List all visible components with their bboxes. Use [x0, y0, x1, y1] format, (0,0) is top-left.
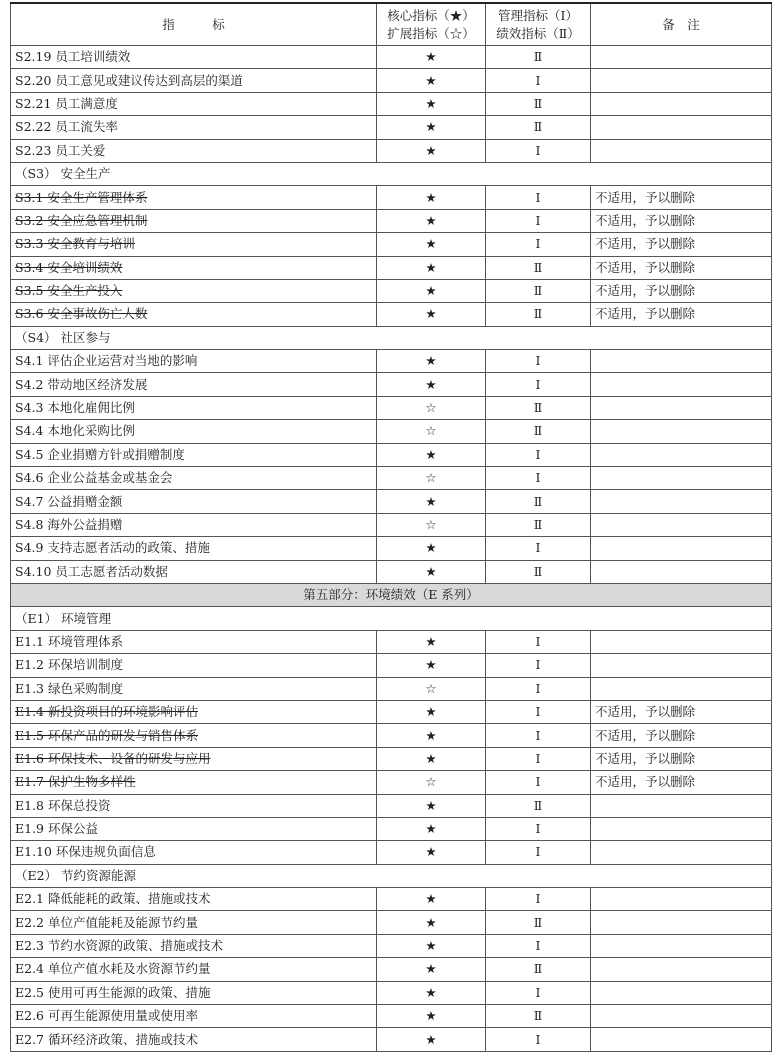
table-header-row — [11, 3, 772, 46]
header-remark: 备 注 — [591, 3, 772, 46]
table-row — [11, 467, 772, 490]
indicator-name: S2.20 员工意见或建议传达到高层的渠道 — [11, 69, 377, 92]
indicator-name: E1.2 环保培训制度 — [11, 654, 377, 677]
table-row — [11, 654, 772, 677]
header-core-line1: 核心指标（★） — [387, 7, 475, 23]
indicator-name: S4.10 员工志愿者活动数据 — [11, 560, 377, 583]
table-row — [11, 92, 772, 115]
core-extended-mark: ★ — [377, 233, 486, 256]
remark-cell — [591, 560, 772, 583]
indicator-name: S2.23 员工关爱 — [11, 139, 377, 162]
core-extended-mark: ★ — [377, 139, 486, 162]
table-row — [11, 186, 772, 209]
core-extended-mark: ★ — [377, 443, 486, 466]
core-extended-mark: ★ — [377, 69, 486, 92]
table-row — [11, 233, 772, 256]
management-performance-mark: Ⅰ — [486, 467, 591, 490]
remark-cell — [591, 817, 772, 840]
indicator-name: S4.3 本地化雇佣比例 — [11, 396, 377, 419]
core-extended-mark: ★ — [377, 350, 486, 373]
core-extended-mark: ★ — [377, 724, 486, 747]
section-heading-row — [11, 326, 772, 349]
table-row — [11, 677, 772, 700]
header-core-line2: 扩展指标（☆） — [387, 25, 475, 41]
management-performance-mark: Ⅱ — [486, 958, 591, 981]
management-performance-mark: Ⅰ — [486, 934, 591, 957]
table-row — [11, 747, 772, 770]
indicator-name: S4.4 本地化采购比例 — [11, 420, 377, 443]
table-row — [11, 303, 772, 326]
table-row — [11, 490, 772, 513]
management-performance-mark: Ⅰ — [486, 233, 591, 256]
remark-cell — [591, 139, 772, 162]
table-row — [11, 443, 772, 466]
remark-cell: 不适用，予以删除 — [591, 303, 772, 326]
indicator-name: S2.19 员工培训绩效 — [11, 46, 377, 69]
core-extended-mark: ★ — [377, 186, 486, 209]
management-performance-mark: Ⅰ — [486, 186, 591, 209]
management-performance-mark: Ⅱ — [486, 560, 591, 583]
management-performance-mark: Ⅰ — [486, 373, 591, 396]
table-row — [11, 630, 772, 653]
core-extended-mark: ☆ — [377, 467, 486, 490]
table-row — [11, 256, 772, 279]
management-performance-mark: Ⅰ — [486, 771, 591, 794]
management-performance-mark: Ⅰ — [486, 537, 591, 560]
indicator-name: S2.21 员工满意度 — [11, 92, 377, 115]
management-performance-mark: Ⅰ — [486, 69, 591, 92]
remark-cell: 不适用，予以删除 — [591, 233, 772, 256]
indicator-name: S3.4 安全培训绩效 — [11, 256, 377, 279]
section-heading-row — [11, 864, 772, 887]
management-performance-mark: Ⅱ — [486, 911, 591, 934]
remark-cell: 不适用，予以删除 — [591, 186, 772, 209]
management-performance-mark: Ⅱ — [486, 1005, 591, 1028]
table-row — [11, 700, 772, 723]
remark-cell: 不适用，予以删除 — [591, 209, 772, 232]
table-row — [11, 373, 772, 396]
core-extended-mark: ★ — [377, 794, 486, 817]
indicator-name: E1.5 环保产品的研发与销售体系 — [11, 724, 377, 747]
indicator-name: S3.2 安全应急管理机制 — [11, 209, 377, 232]
remark-cell — [591, 981, 772, 1004]
remark-cell — [591, 396, 772, 419]
remark-cell — [591, 841, 772, 864]
core-extended-mark: ☆ — [377, 420, 486, 443]
section-heading-row — [11, 162, 772, 185]
header-core-extended — [377, 3, 486, 46]
management-performance-mark: Ⅱ — [486, 303, 591, 326]
management-performance-mark: Ⅰ — [486, 443, 591, 466]
indicator-name: S3.1 安全生产管理体系 — [11, 186, 377, 209]
indicator-name: S4.2 带动地区经济发展 — [11, 373, 377, 396]
table-row — [11, 794, 772, 817]
section-heading: （S4） 社区参与 — [11, 326, 772, 349]
remark-cell — [591, 92, 772, 115]
indicator-table — [10, 2, 772, 1052]
management-performance-mark: Ⅰ — [486, 350, 591, 373]
management-performance-mark: Ⅱ — [486, 396, 591, 419]
remark-cell — [591, 934, 772, 957]
remark-cell — [591, 958, 772, 981]
core-extended-mark: ★ — [377, 1028, 486, 1051]
management-performance-mark: Ⅰ — [486, 1028, 591, 1051]
header-management-performance — [486, 3, 591, 46]
table-row — [11, 116, 772, 139]
part-heading: 第五部分：环境绩效（E 系列） — [11, 583, 772, 606]
management-performance-mark: Ⅰ — [486, 700, 591, 723]
table-row — [11, 209, 772, 232]
indicator-name: S4.9 支持志愿者活动的政策、措施 — [11, 537, 377, 560]
core-extended-mark: ★ — [377, 958, 486, 981]
remark-cell — [591, 1028, 772, 1051]
core-extended-mark: ★ — [377, 654, 486, 677]
indicator-name: S3.3 安全教育与培训 — [11, 233, 377, 256]
part-heading-row — [11, 583, 772, 606]
table-body — [11, 46, 772, 1052]
management-performance-mark: Ⅰ — [486, 841, 591, 864]
indicator-name: S2.22 员工流失率 — [11, 116, 377, 139]
indicator-name: S3.6 安全事故伤亡人数 — [11, 303, 377, 326]
indicator-name: E2.5 使用可再生能源的政策、措施 — [11, 981, 377, 1004]
table-row — [11, 841, 772, 864]
remark-cell: 不适用，予以删除 — [591, 747, 772, 770]
management-performance-mark: Ⅱ — [486, 92, 591, 115]
table-row — [11, 888, 772, 911]
header-indicator: 指 标 — [11, 3, 377, 46]
table-row — [11, 1028, 772, 1051]
management-performance-mark: Ⅰ — [486, 981, 591, 1004]
indicator-name: E1.3 绿色采购制度 — [11, 677, 377, 700]
core-extended-mark: ★ — [377, 560, 486, 583]
remark-cell — [591, 911, 772, 934]
management-performance-mark: Ⅰ — [486, 817, 591, 840]
management-performance-mark: Ⅱ — [486, 490, 591, 513]
core-extended-mark: ★ — [377, 934, 486, 957]
core-extended-mark: ★ — [377, 817, 486, 840]
management-performance-mark: Ⅰ — [486, 209, 591, 232]
core-extended-mark: ☆ — [377, 513, 486, 536]
core-extended-mark: ★ — [377, 981, 486, 1004]
management-performance-mark: Ⅱ — [486, 279, 591, 302]
management-performance-mark: Ⅱ — [486, 116, 591, 139]
indicator-name: S4.7 公益捐赠金额 — [11, 490, 377, 513]
remark-cell — [591, 46, 772, 69]
table-row — [11, 934, 772, 957]
remark-cell: 不适用，予以删除 — [591, 279, 772, 302]
management-performance-mark: Ⅰ — [486, 654, 591, 677]
core-extended-mark: ★ — [377, 46, 486, 69]
core-extended-mark: ★ — [377, 256, 486, 279]
indicator-name: S4.8 海外公益捐赠 — [11, 513, 377, 536]
remark-cell: 不适用，予以删除 — [591, 771, 772, 794]
remark-cell — [591, 467, 772, 490]
remark-cell — [591, 677, 772, 700]
remark-cell — [591, 69, 772, 92]
indicator-name: E2.7 循环经济政策、措施或技术 — [11, 1028, 377, 1051]
remark-cell — [591, 513, 772, 536]
core-extended-mark: ☆ — [377, 771, 486, 794]
indicator-name: E1.10 环保违规负面信息 — [11, 841, 377, 864]
remark-cell — [591, 443, 772, 466]
indicator-name: E1.9 环保公益 — [11, 817, 377, 840]
table-row — [11, 771, 772, 794]
table-row — [11, 724, 772, 747]
table-row — [11, 513, 772, 536]
indicator-name: E1.7 保护生物多样性 — [11, 771, 377, 794]
management-performance-mark: Ⅱ — [486, 256, 591, 279]
core-extended-mark: ★ — [377, 303, 486, 326]
core-extended-mark: ★ — [377, 92, 486, 115]
section-heading: （E2） 节约资源能源 — [11, 864, 772, 887]
table-row — [11, 139, 772, 162]
indicator-name: E2.3 节约水资源的政策、措施或技术 — [11, 934, 377, 957]
table-row — [11, 537, 772, 560]
core-extended-mark: ★ — [377, 373, 486, 396]
core-extended-mark: ★ — [377, 1005, 486, 1028]
management-performance-mark: Ⅱ — [486, 794, 591, 817]
remark-cell: 不适用，予以删除 — [591, 700, 772, 723]
core-extended-mark: ★ — [377, 209, 486, 232]
indicator-name: E2.2 单位产值能耗及能源节约量 — [11, 911, 377, 934]
management-performance-mark: Ⅰ — [486, 888, 591, 911]
header-mgmt-line2: 绩效指标（Ⅱ） — [496, 25, 580, 41]
section-heading: （S3） 安全生产 — [11, 162, 772, 185]
table-row — [11, 817, 772, 840]
core-extended-mark: ☆ — [377, 677, 486, 700]
indicator-name: E2.4 单位产值水耗及水资源节约量 — [11, 958, 377, 981]
core-extended-mark: ☆ — [377, 396, 486, 419]
remark-cell — [591, 420, 772, 443]
management-performance-mark: Ⅱ — [486, 46, 591, 69]
remark-cell — [591, 116, 772, 139]
remark-cell — [591, 537, 772, 560]
table-row — [11, 279, 772, 302]
table-row — [11, 560, 772, 583]
core-extended-mark: ★ — [377, 747, 486, 770]
core-extended-mark: ★ — [377, 279, 486, 302]
table-row — [11, 396, 772, 419]
indicator-name: S4.1 评估企业运营对当地的影响 — [11, 350, 377, 373]
indicator-name: S4.5 企业捐赠方针或捐赠制度 — [11, 443, 377, 466]
section-heading-row — [11, 607, 772, 630]
core-extended-mark: ★ — [377, 700, 486, 723]
table-row — [11, 981, 772, 1004]
section-heading: （E1） 环境管理 — [11, 607, 772, 630]
management-performance-mark: Ⅰ — [486, 630, 591, 653]
remark-cell — [591, 654, 772, 677]
indicator-name: E1.4 新投资项目的环境影响评估 — [11, 700, 377, 723]
remark-cell — [591, 630, 772, 653]
table-row — [11, 350, 772, 373]
indicator-name: E1.8 环保总投资 — [11, 794, 377, 817]
remark-cell — [591, 350, 772, 373]
core-extended-mark: ★ — [377, 630, 486, 653]
remark-cell — [591, 1005, 772, 1028]
management-performance-mark: Ⅰ — [486, 677, 591, 700]
remark-cell: 不适用，予以删除 — [591, 724, 772, 747]
management-performance-mark: Ⅰ — [486, 747, 591, 770]
management-performance-mark: Ⅰ — [486, 724, 591, 747]
table-row — [11, 1005, 772, 1028]
table-row — [11, 911, 772, 934]
core-extended-mark: ★ — [377, 888, 486, 911]
indicator-name: E1.1 环境管理体系 — [11, 630, 377, 653]
header-mgmt-line1: 管理指标（Ⅰ） — [498, 7, 578, 23]
indicator-name: E1.6 环保技术、设备的研发与应用 — [11, 747, 377, 770]
management-performance-mark: Ⅱ — [486, 513, 591, 536]
indicator-name: E2.1 降低能耗的政策、措施或技术 — [11, 888, 377, 911]
core-extended-mark: ★ — [377, 537, 486, 560]
remark-cell — [591, 490, 772, 513]
remark-cell — [591, 888, 772, 911]
core-extended-mark: ★ — [377, 911, 486, 934]
remark-cell — [591, 794, 772, 817]
indicator-name: S3.5 安全生产投入 — [11, 279, 377, 302]
indicator-name: E2.6 可再生能源使用量或使用率 — [11, 1005, 377, 1028]
management-performance-mark: Ⅱ — [486, 420, 591, 443]
management-performance-mark: Ⅰ — [486, 139, 591, 162]
remark-cell: 不适用，予以删除 — [591, 256, 772, 279]
core-extended-mark: ★ — [377, 116, 486, 139]
table-row — [11, 46, 772, 69]
table-row — [11, 69, 772, 92]
indicator-name: S4.6 企业公益基金或基金会 — [11, 467, 377, 490]
table-row — [11, 420, 772, 443]
table-row — [11, 958, 772, 981]
core-extended-mark: ★ — [377, 490, 486, 513]
remark-cell — [591, 373, 772, 396]
core-extended-mark: ★ — [377, 841, 486, 864]
